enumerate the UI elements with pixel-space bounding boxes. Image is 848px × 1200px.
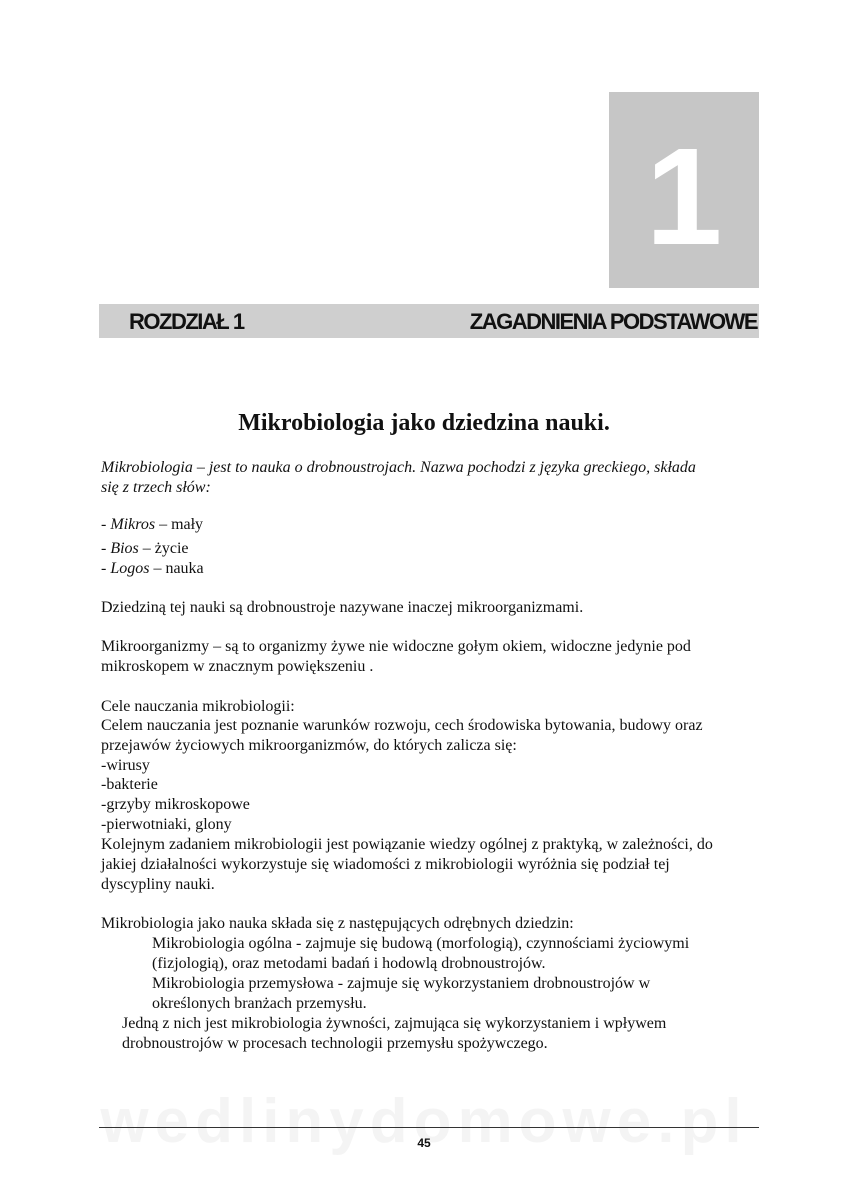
paragraph-line: Dziedziną tej nauki są drobnoustroje nazywane inaczej mikroorganizmami. xyxy=(101,599,584,616)
paragraph-line: Celem nauczania jest poznanie warunków rozwoju, cech środowiska bytowania, budowy oraz xyxy=(101,717,703,734)
word-meaning: – życie xyxy=(138,540,189,557)
paragraph-line: drobnoustrojów w procesach technologii przemysłu spożywczego. xyxy=(122,1035,548,1052)
field-line: określonych branżach przemysłu. xyxy=(152,995,367,1012)
word-item: - Mikros – mały xyxy=(101,516,204,533)
paragraph-line: dyscypliny nauki. xyxy=(101,876,215,893)
section-heading: Cele nauczania mikrobiologii: xyxy=(101,698,295,715)
list-item: -pierwotniaki, glony xyxy=(101,816,232,833)
intro-line: się z trzech słów: xyxy=(101,479,211,496)
list-item: -grzyby mikroskopowe xyxy=(101,796,250,813)
list-item: -bakterie xyxy=(101,776,158,793)
paragraph-line: Kolejnym zadaniem mikrobiologii jest powiązanie wiedzy ogólnej z praktyką, w zależności, do xyxy=(101,836,713,853)
section-heading: Mikrobiologia jako nauka składa się z następujących odrębnych dziedzin: xyxy=(101,915,574,932)
word-item: - Bios – życie xyxy=(101,540,189,557)
chapter-header-bar xyxy=(99,304,759,338)
paragraph-line: Mikroorganizmy – są to organizmy żywe nie widoczne gołym okiem, widoczne jedynie pod xyxy=(101,638,691,655)
word-meaning: – nauka xyxy=(149,560,204,577)
paragraph-line: jakiej działalności wykorzystuje się wiadomości z mikrobiologii wyróżnia się podział tej xyxy=(101,856,670,873)
page-number: 45 xyxy=(417,1136,431,1150)
page-title: Mikrobiologia jako dziedzina nauki. xyxy=(238,410,610,436)
word-term: Logos xyxy=(110,560,150,577)
chapter-title: ZAGADNIENIA PODSTAWOWE xyxy=(469,309,757,334)
intro-line: Mikrobiologia – jest to nauka o drobnoustrojach. Nazwa pochodzi z języka greckiego, składa xyxy=(101,459,696,476)
chapter-number-box xyxy=(609,92,759,288)
word-term: Bios xyxy=(110,540,139,557)
paragraph-line: Jedną z nich jest mikrobiologia żywności, zajmująca się wykorzystaniem i wpływem xyxy=(122,1015,667,1032)
chapter-number: 1 xyxy=(645,120,723,274)
field-line: Mikrobiologia ogólna - zajmuje się budową (morfologią), czynnościami życiowymi xyxy=(152,935,690,952)
field-line: (fizjologią), oraz metodami badań i hodowlą drobnoustrojów. xyxy=(152,955,546,972)
list-item: -wirusy xyxy=(101,757,150,774)
word-term: Mikros xyxy=(110,516,156,533)
word-meaning: – mały xyxy=(155,516,204,533)
paragraph-line: przejawów życiowych mikroorganizmów, do których zalicza się: xyxy=(101,737,517,754)
word-item: - Logos – nauka xyxy=(101,560,204,577)
chapter-label: ROZDZIAŁ 1 xyxy=(129,309,244,334)
field-line: Mikrobiologia przemysłowa - zajmuje się wykorzystaniem drobnoustrojów w xyxy=(152,975,651,992)
footer-divider xyxy=(99,1127,759,1128)
paragraph-line: mikroskopem w znacznym powiększeniu . xyxy=(101,658,374,675)
